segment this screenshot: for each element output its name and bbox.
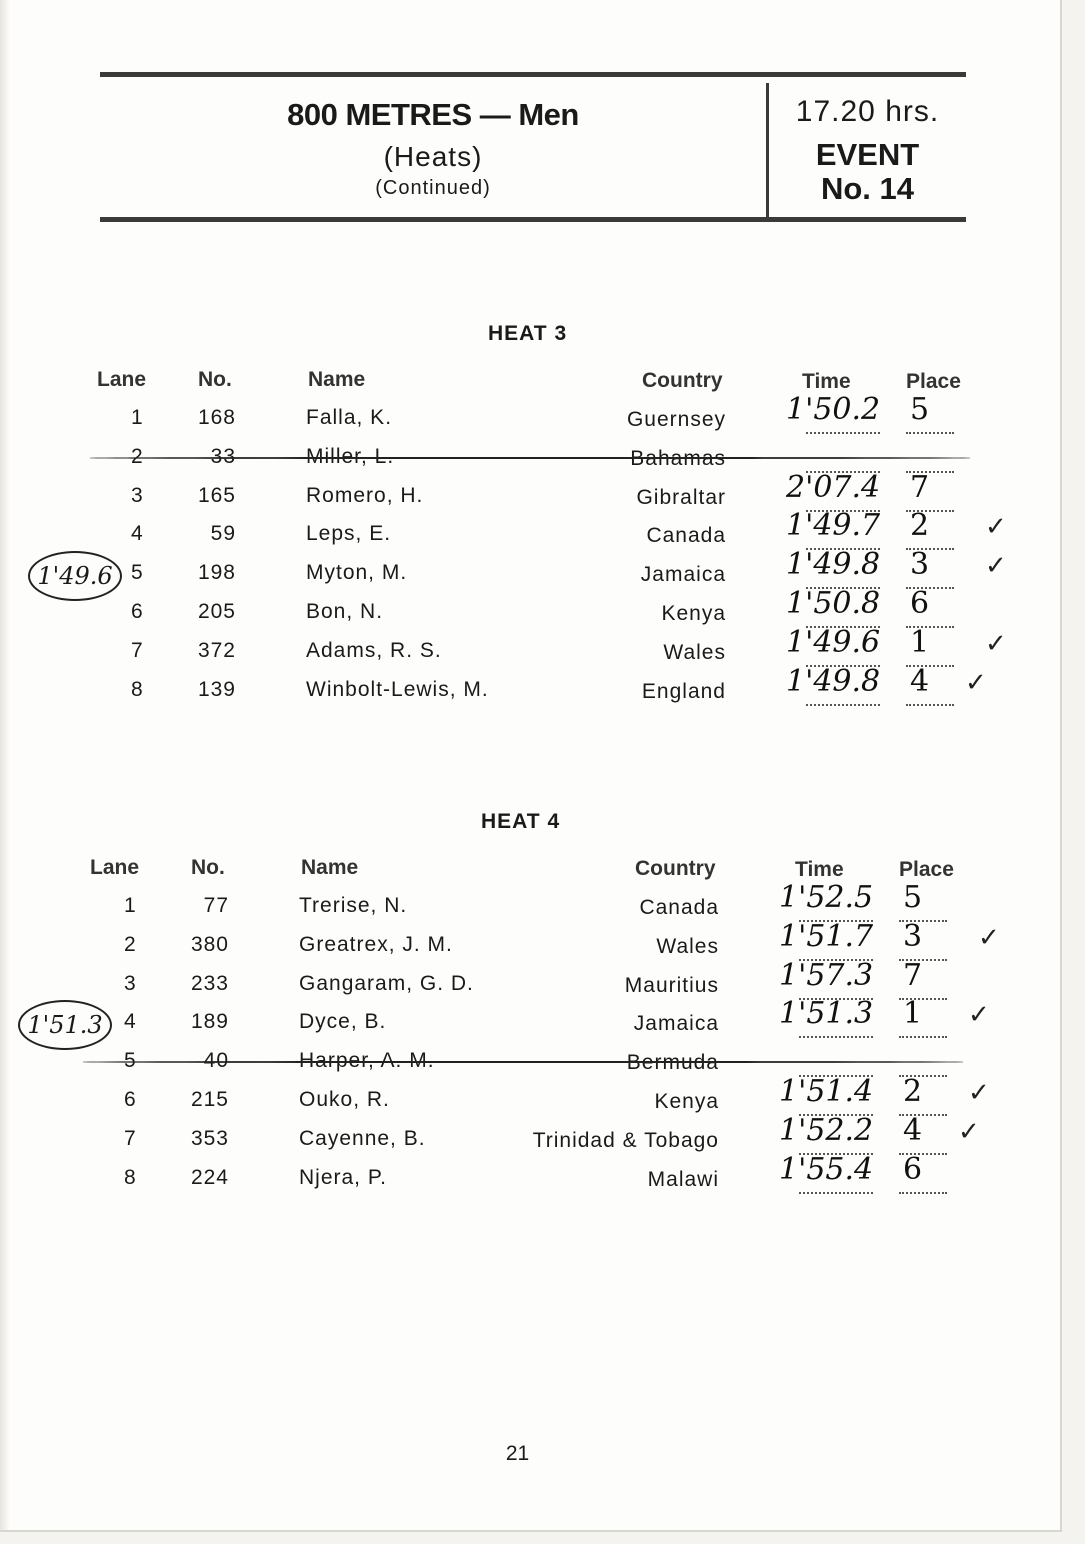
event-time: 17.20 hrs. xyxy=(795,95,940,128)
handwritten-place: 2 xyxy=(903,1074,923,1109)
athlete-name: Greatrex, J. M. xyxy=(299,932,453,956)
athlete-name: Falla, K. xyxy=(306,406,393,429)
lane-cell: 3 xyxy=(124,971,137,995)
handwritten-place: 4 xyxy=(903,1112,923,1148)
number-cell: 233 xyxy=(190,971,229,995)
event-subtitle: (Heats) xyxy=(383,141,483,172)
handwritten-place: 5 xyxy=(910,392,930,427)
col-header-time: Time xyxy=(802,370,851,393)
athlete-name: Ouko, R. xyxy=(299,1088,390,1111)
event-number: No. 14 xyxy=(820,171,915,206)
number-cell: 189 xyxy=(190,1010,229,1034)
athlete-name: Winbolt-Lewis, M. xyxy=(306,677,489,701)
athlete-name: Cayenne, B. xyxy=(299,1126,426,1150)
event-header xyxy=(100,72,966,222)
handwritten-time: 1'51.3 xyxy=(779,996,874,1032)
number-cell: 353 xyxy=(190,1126,229,1150)
handwritten-place: 3 xyxy=(903,918,923,954)
check-mark-icon: ✓ xyxy=(968,1000,990,1031)
athlete-name: Leps, E. xyxy=(306,522,392,546)
lane-cell: 1 xyxy=(124,894,137,917)
athlete-name: Njera, P. xyxy=(299,1165,387,1189)
event-label: EVENT xyxy=(815,137,920,172)
circled-margin-note: 1'51.3 xyxy=(18,1000,112,1050)
handwritten-time: 1'51.7 xyxy=(779,918,874,954)
lane-cell: 1 xyxy=(131,406,144,429)
country-cell: Wales xyxy=(663,640,726,664)
number-cell: 224 xyxy=(190,1165,229,1189)
handwritten-time: 1'57.3 xyxy=(779,957,874,993)
col-header-no: No. xyxy=(198,368,232,391)
circled-margin-note: 1'49.6 xyxy=(28,551,122,601)
country-cell: Jamaica xyxy=(633,1012,719,1036)
athlete-name: Adams, R. S. xyxy=(306,638,442,662)
continued-label: (Continued) xyxy=(375,177,491,199)
athlete-name: Myton, M. xyxy=(306,561,408,585)
lane-cell: 2 xyxy=(124,932,137,956)
col-header-country: Country xyxy=(635,857,716,880)
country-cell: Mauritius xyxy=(624,973,719,997)
col-header-name: Name xyxy=(308,368,366,391)
time-dotted-line xyxy=(806,432,880,434)
check-mark-icon: ✓ xyxy=(985,628,1007,659)
country-cell: Kenya xyxy=(661,602,726,625)
number-cell: 198 xyxy=(197,561,236,585)
number-cell: 205 xyxy=(197,600,236,623)
check-mark-icon: ✓ xyxy=(968,1078,990,1108)
place-dotted-line xyxy=(906,432,954,434)
country-cell: Trinidad & Tobago xyxy=(532,1128,719,1152)
number-cell: 372 xyxy=(197,638,236,662)
number-cell: 40 xyxy=(203,1049,229,1073)
country-cell: England xyxy=(641,679,726,703)
country-cell: Guernsey xyxy=(626,408,726,431)
athlete-name: Bon, N. xyxy=(306,600,384,623)
strike-through-line xyxy=(90,457,970,459)
lane-cell: 2 xyxy=(131,444,144,468)
athlete-name: Harper, A. M. xyxy=(299,1049,435,1073)
col-header-no: No. xyxy=(191,856,225,879)
country-cell: Wales xyxy=(656,934,719,958)
number-cell: 139 xyxy=(197,677,236,701)
handwritten-place: 5 xyxy=(903,880,923,915)
country-cell: Bermuda xyxy=(626,1051,719,1075)
col-header-time: Time xyxy=(795,858,844,881)
athlete-name: Dyce, B. xyxy=(299,1010,387,1034)
number-cell: 77 xyxy=(203,894,229,917)
lane-cell: 5 xyxy=(131,561,144,585)
time-dotted-line xyxy=(806,704,880,706)
lane-cell: 8 xyxy=(131,677,144,701)
col-header-country: Country xyxy=(642,369,723,392)
handwritten-time: 1'55.4 xyxy=(779,1151,874,1187)
number-cell: 33 xyxy=(210,444,236,468)
check-mark-icon: ✓ xyxy=(978,922,1000,953)
number-cell: 380 xyxy=(190,932,229,956)
handwritten-place: 4 xyxy=(910,663,930,699)
handwritten-place: 6 xyxy=(910,586,930,621)
handwritten-place: 1 xyxy=(903,996,923,1032)
athlete-name: Gangaram, G. D. xyxy=(299,971,474,995)
handwritten-place: 7 xyxy=(910,469,930,505)
country-cell: Bahamas xyxy=(630,446,726,470)
number-cell: 215 xyxy=(190,1088,229,1111)
check-mark-icon: ✓ xyxy=(958,1116,980,1147)
heat-title: HEAT 4 xyxy=(481,810,561,833)
country-cell: Canada xyxy=(639,896,719,919)
page-spine-shadow xyxy=(0,0,10,1530)
handwritten-place: 6 xyxy=(903,1151,923,1187)
lane-cell: 4 xyxy=(131,522,144,546)
time-dotted-line xyxy=(799,1036,873,1038)
time-dotted-line xyxy=(799,1192,873,1194)
handwritten-time: 1'52.5 xyxy=(779,880,874,915)
col-header-lane: Lane xyxy=(90,856,140,879)
handwritten-time: 1'49.8 xyxy=(786,547,881,583)
lane-cell: 6 xyxy=(131,600,144,623)
lane-cell: 8 xyxy=(124,1165,137,1189)
col-header-lane: Lane xyxy=(97,368,147,391)
check-mark-icon: ✓ xyxy=(965,667,987,698)
lane-cell: 5 xyxy=(124,1049,137,1073)
country-cell: Malawi xyxy=(647,1167,719,1191)
col-header-name: Name xyxy=(301,856,359,879)
handwritten-place: 2 xyxy=(910,508,930,544)
event-title: 800 METRES — Men xyxy=(287,97,579,132)
handwritten-place: 7 xyxy=(903,957,923,993)
lane-cell: 6 xyxy=(124,1088,137,1111)
country-cell: Canada xyxy=(646,524,726,548)
handwritten-time: 1'50.2 xyxy=(786,392,881,427)
check-mark-icon: ✓ xyxy=(985,551,1007,582)
handwritten-time: 1'50.8 xyxy=(786,586,881,621)
number-cell: 168 xyxy=(197,406,236,429)
lane-cell: 7 xyxy=(131,638,144,662)
number-cell: 59 xyxy=(210,522,236,546)
athlete-name: Romero, H. xyxy=(306,483,424,507)
place-dotted-line xyxy=(906,704,954,706)
country-cell: Kenya xyxy=(654,1090,719,1113)
handwritten-time: 2'07.4 xyxy=(786,469,881,505)
lane-cell: 4 xyxy=(124,1010,137,1034)
handwritten-place: 1 xyxy=(910,624,930,660)
handwritten-time: 1'49.8 xyxy=(786,663,881,699)
place-dotted-line xyxy=(899,1036,947,1038)
col-header-place: Place xyxy=(899,858,954,881)
col-header-place: Place xyxy=(906,370,961,393)
athlete-name: Miller, L. xyxy=(306,444,395,468)
handwritten-time: 1'52.2 xyxy=(779,1112,874,1148)
page-number: 21 xyxy=(505,1442,530,1465)
lane-cell: 7 xyxy=(124,1126,137,1150)
place-dotted-line xyxy=(899,1192,947,1194)
athlete-name: Trerise, N. xyxy=(299,894,408,917)
handwritten-time: 1'51.4 xyxy=(779,1074,874,1109)
heat-title: HEAT 3 xyxy=(488,322,568,345)
lane-cell: 3 xyxy=(131,483,144,507)
check-mark-icon: ✓ xyxy=(985,512,1007,543)
country-cell: Jamaica xyxy=(640,563,726,587)
handwritten-time: 1'49.7 xyxy=(786,508,881,544)
handwritten-time: 1'49.6 xyxy=(786,624,881,660)
country-cell: Gibraltar xyxy=(636,485,726,509)
number-cell: 165 xyxy=(197,483,236,507)
handwritten-place: 3 xyxy=(910,547,930,583)
